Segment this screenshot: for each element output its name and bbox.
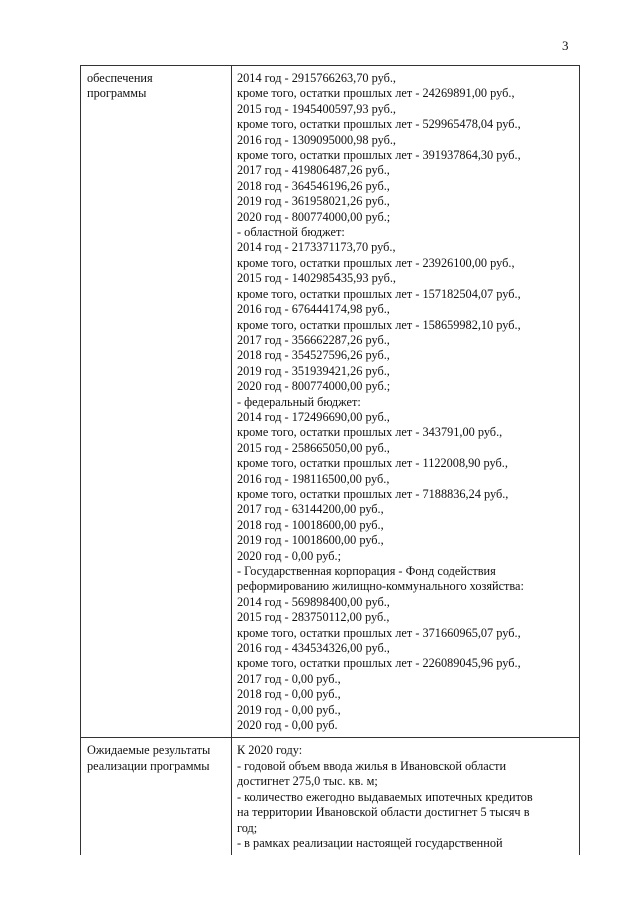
text-line: 2016 год - 676444174,98 руб., bbox=[237, 302, 390, 317]
text-line: достигнет 275,0 тыс. кв. м; bbox=[237, 774, 378, 789]
text-line: кроме того, остатки прошлых лет - 7188836,24 руб., bbox=[237, 486, 509, 501]
text-line: кроме того, остатки прошлых лет - 529965478,04 руб., bbox=[237, 117, 521, 132]
text-line: 2016 год - 1309095000,98 руб., bbox=[237, 132, 397, 147]
text-line: - количество ежегодно выдаваемых ипотечных кредитов bbox=[237, 789, 533, 804]
row-label: обеспечения программы bbox=[87, 71, 153, 101]
text-line: кроме того, остатки прошлых лет - 391937864,30 руб., bbox=[237, 148, 521, 163]
text-line: - областной бюджет: bbox=[237, 225, 345, 240]
text-line: - в рамках реализации настоящей государственной bbox=[237, 835, 503, 850]
text-line: 2020 год - 0,00 руб. bbox=[237, 718, 338, 733]
text-line: К 2020 году: bbox=[237, 743, 303, 758]
text-line: 2020 год - 800774000,00 руб.; bbox=[237, 379, 391, 394]
text-line: 2018 год - 0,00 руб., bbox=[237, 687, 341, 702]
text-line: 2017 год - 419806487,26 руб., bbox=[237, 163, 390, 178]
page-number: 3 bbox=[562, 38, 569, 53]
text-line: - Государственная корпорация - Фонд содействия bbox=[237, 564, 496, 578]
text-line: 2019 год - 0,00 руб., bbox=[237, 702, 341, 717]
text-line: 2019 год - 351939421,26 руб., bbox=[237, 363, 390, 378]
text-line: 2015 год - 283750112,00 руб., bbox=[237, 610, 390, 625]
text-line: кроме того, остатки прошлых лет - 371660965,07 руб., bbox=[237, 625, 521, 640]
text-line: кроме того, остатки прошлых лет - 343791,00 руб., bbox=[237, 425, 503, 440]
text-line: 2019 год - 10018600,00 руб., bbox=[237, 533, 384, 548]
text-line: 2017 год - 63144200,00 руб., bbox=[237, 502, 384, 517]
row-label-cell bbox=[81, 738, 232, 856]
row-label-cell bbox=[81, 66, 232, 738]
text-line: 2015 год - 258665050,00 руб., bbox=[237, 440, 390, 455]
text-line: кроме того, остатки прошлых лет - 23926100,00 руб., bbox=[237, 255, 515, 270]
text-line: 2017 год - 356662287,26 руб., bbox=[237, 332, 390, 347]
text-line: кроме того, остатки прошлых лет - 24269891,00 руб., bbox=[237, 86, 515, 101]
text-line: кроме того, остатки прошлых лет - 157182504,07 руб., bbox=[237, 286, 521, 301]
text-line: 2016 год - 198116500,00 руб., bbox=[237, 471, 390, 486]
table-row-financing bbox=[81, 66, 580, 738]
row-value-cell bbox=[232, 738, 580, 856]
text-line: 2015 год - 1945400597,93 руб., bbox=[237, 101, 397, 116]
text-line: - федеральный бюджет: bbox=[237, 394, 361, 409]
text-line: 2020 год - 0,00 руб.; bbox=[237, 548, 342, 563]
text-line: 2017 год - 0,00 руб., bbox=[237, 671, 341, 686]
program-passport-table bbox=[80, 65, 580, 855]
text-line: 2018 год - 10018600,00 руб., bbox=[237, 517, 384, 532]
text-line: кроме того, остатки прошлых лет - 1122008,90 руб., bbox=[237, 456, 508, 471]
text-line: 2020 год - 800774000,00 руб.; bbox=[237, 209, 391, 224]
text-line: 2014 год - 172496690,00 руб., bbox=[237, 409, 390, 424]
text-line: год; bbox=[237, 820, 258, 835]
text-line: 2014 год - 2915766263,70 руб., bbox=[237, 71, 397, 85]
text-line: 2018 год - 364546196,26 руб., bbox=[237, 178, 390, 193]
text-line: на территории Ивановской области достигнет 5 тысяч в bbox=[237, 805, 530, 820]
text-line: 2015 год - 1402985435,93 руб., bbox=[237, 271, 397, 286]
table-row-expected-results bbox=[81, 738, 580, 856]
text-line: 2016 год - 434534326,00 руб., bbox=[237, 641, 390, 656]
row-value-cell bbox=[232, 66, 580, 738]
text-line: реформированию жилищно-коммунального хозяйства: bbox=[237, 579, 524, 594]
text-line: 2019 год - 361958021,26 руб., bbox=[237, 194, 390, 209]
text-line: 2018 год - 354527596,26 руб., bbox=[237, 348, 390, 363]
text-line: 2014 год - 2173371173,70 руб., bbox=[237, 240, 396, 255]
text-line: 2014 год - 569898400,00 руб., bbox=[237, 594, 390, 609]
text-line: кроме того, остатки прошлых лет - 226089045,96 руб., bbox=[237, 656, 521, 671]
row-label: Ожидаемые результаты реализации программы bbox=[87, 743, 211, 773]
text-line: - годовой объем ввода жилья в Ивановской области bbox=[237, 758, 507, 773]
text-line: кроме того, остатки прошлых лет - 158659982,10 руб., bbox=[237, 317, 521, 332]
